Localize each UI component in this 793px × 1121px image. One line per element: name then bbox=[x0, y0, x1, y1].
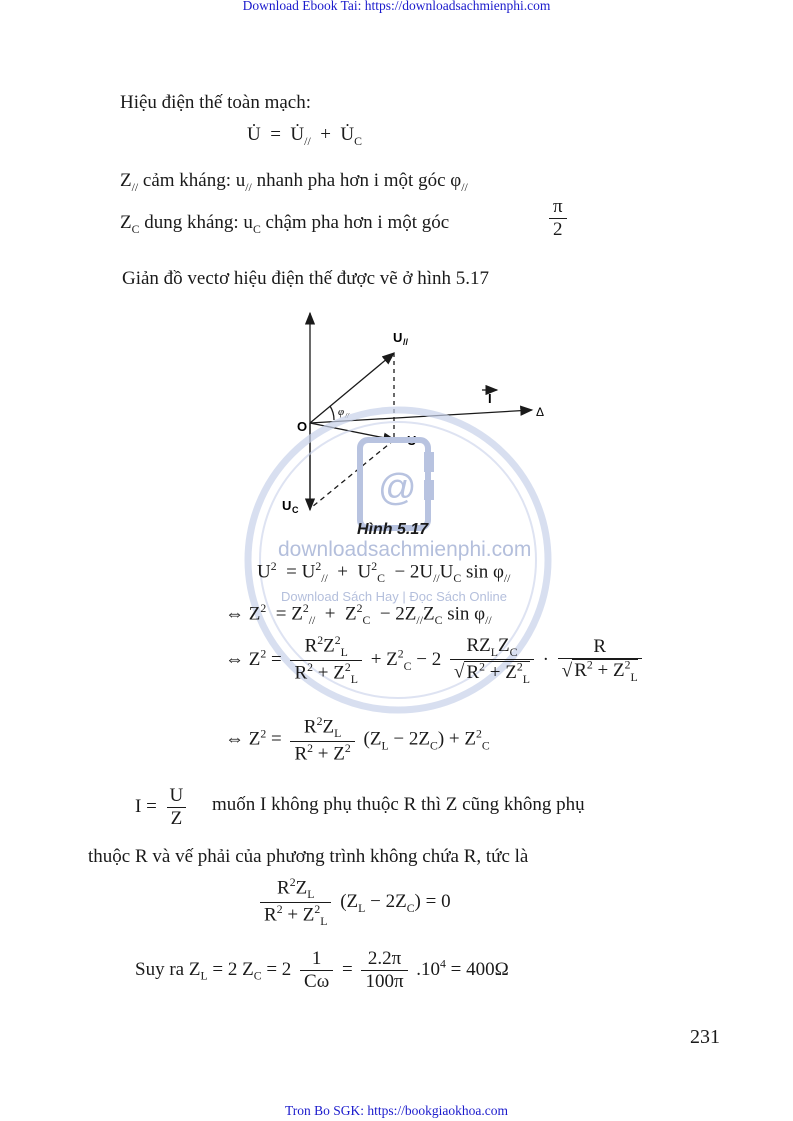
equation-u-squared: $U^2 = U^2_{//} + U^2_C - 2U_{//}U_C$ $\sin \varphi_{//}$ bbox=[257, 560, 511, 586]
equation-result: Suy ra $Z_L = 2$ $Z_C = 2$ $\frac{1}{C\omega}$ = $\frac{2.2\pi}{100\pi}$ $.10^4 = 400\Omega$ bbox=[135, 948, 509, 992]
u-label: U bbox=[407, 433, 417, 448]
text-line-diagram-ref: Giản đồ vectơ hiệu điện thế được vẽ ở hình 5.17 bbox=[122, 268, 490, 289]
phi-label: φ bbox=[338, 406, 345, 418]
text-line-zc: $Z_C$ dung kháng: $u_C$ chậm pha hơn i một góc bbox=[120, 212, 450, 236]
text-line-condition-2: thuộc R và vế phải của phương trình không chứa R, tức là bbox=[88, 846, 529, 867]
equation-z-squared-2: ⇔ $Z^2$ = $\frac{R^2Z^2_L}{R^2 + Z^2_L}$ + $Z^2_C - 2$ $\frac{RZ_LZ_C}{√ R^2 + Z^2_L}$ · $\frac{R}{√ R^2 + Z^2_L}$ bbox=[225, 634, 646, 687]
i-label: I bbox=[488, 391, 492, 406]
u-parallel-sub-label: // bbox=[403, 337, 409, 347]
equation-zero-condition: $\frac{R^2Z_L}{R^2 + Z^2_L}$ $(Z_L - 2Z_C) = 0$ bbox=[256, 876, 451, 929]
text-line-zl: $Z_{//}$ cảm kháng: $u_{//}$ nhanh pha hơn i một góc $\varphi_{//}$ bbox=[120, 170, 468, 194]
text-line-condition: muốn I không phụ thuộc R thì Z cũng không phụ bbox=[212, 794, 585, 815]
page-header-link[interactable]: Download Ebook Tai: https://downloadsachmienphi.com bbox=[242, 0, 551, 13]
equation-i-u-over-z: I = $\frac{U}{Z}$ bbox=[135, 785, 191, 830]
figure-caption: Hình 5.17 bbox=[357, 521, 429, 538]
u-parallel-label: U bbox=[393, 330, 403, 345]
equation-z-squared-3: ⇔ $Z^2$ = $\frac{R^2Z_L}{R^2 + Z^2}$ $(Z_L - 2Z_C) + Z^2_C$ bbox=[225, 715, 490, 765]
fraction-pi-over-2: $\frac{\pi}{2}$ bbox=[545, 196, 571, 241]
watermark-slogan: Download Sách Hay | Đọc Sách Online bbox=[281, 589, 507, 604]
equation-z-squared-1: ⇔ $Z^2 = Z^2_{//} + Z^2_C - 2Z_{//}Z_C$ $\sin \varphi_{//}$ bbox=[225, 602, 492, 628]
origin-label: O bbox=[297, 419, 308, 434]
uc-sub-label: C bbox=[292, 505, 299, 515]
uc-label: U bbox=[282, 498, 292, 513]
equation-u-sum: U̇ = $U̇_{//}$ + $U̇_C$ bbox=[247, 124, 363, 148]
delta-label: Δ bbox=[536, 405, 545, 419]
page-number: 231 bbox=[690, 1026, 720, 1048]
text-line-voltage: Hiệu điện thế toàn mạch: bbox=[120, 92, 311, 113]
svg-text:@: @ bbox=[378, 467, 417, 509]
page-footer-link[interactable]: Tron Bo SGK: https://bookgiaokhoa.com bbox=[284, 1103, 508, 1118]
watermark-site: downloadsachmienphi.com bbox=[278, 538, 532, 561]
phi-sub-label: // bbox=[345, 412, 349, 420]
